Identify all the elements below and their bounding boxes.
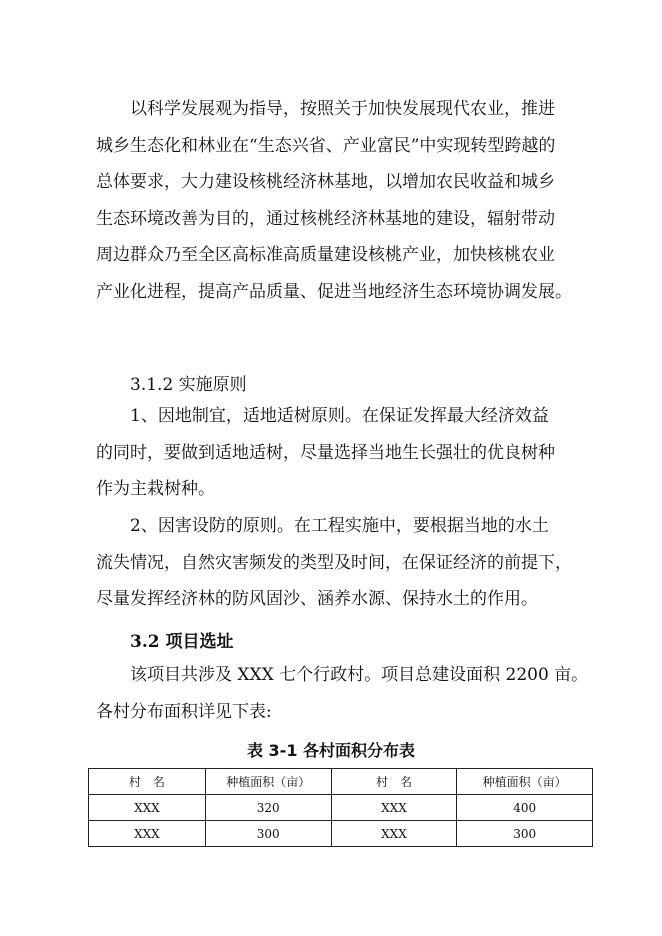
text-line: 以科学发展观为指导，按照关于加快发展现代农业，推进 [130, 99, 555, 119]
table-cell: XXX [331, 795, 457, 821]
table-cell: 400 [457, 795, 593, 821]
header-village-name: 村 名 [89, 769, 206, 795]
text-line: 各村分布面积详见下表: [96, 701, 272, 722]
text-line: 城乡生态化和林业在“生态兴省、产业富民”中实现转型跨越的 [96, 135, 556, 156]
table-cell: XXX [331, 821, 457, 847]
header-planting-area: 种植面积（亩） [205, 769, 331, 795]
text-line: 周边群众乃至全区高标准高质量建设核桃产业，加快核桃农业 [96, 245, 555, 266]
table-cell: 320 [205, 795, 331, 821]
text-line: 的同时，要做到适地适树，尽量选择当地生长强壮的优良树种 [96, 442, 555, 463]
header-village-name: 村 名 [331, 769, 457, 795]
table-cell: 300 [205, 821, 331, 847]
text-line: 1、因地制宜，适地适树原则。在保证发挥最大经济效益 [130, 406, 549, 426]
text-line: 产业化进程，提高产品质量、促进当地经济生态环境协调发展。 [96, 281, 572, 302]
table-row [89, 795, 593, 821]
table-header-row [89, 769, 593, 795]
principle-1-paragraph [96, 398, 594, 508]
text-line: 作为主栽树种。 [96, 479, 215, 500]
table-caption: 表 3-1 各村面积分布表 [246, 741, 416, 760]
principle-2-paragraph [96, 508, 594, 618]
site-selection-paragraph [96, 657, 594, 730]
table-cell: XXX [89, 795, 206, 821]
table-cell: 300 [457, 821, 593, 847]
intro-paragraph [96, 91, 594, 311]
village-area-table [88, 768, 593, 847]
text-line: 该项目共涉及 XXX 七个行政村。项目总建设面积 2200 亩。 [130, 665, 589, 685]
text-line: 2、因害设防的原则。在工程实施中，要根据当地的水土 [130, 516, 549, 536]
table-cell: XXX [89, 821, 206, 847]
text-line: 生态环境改善为目的，通过核桃经济林基地的建设，辐射带动 [96, 208, 555, 229]
text-line: 总体要求，大力建设核桃经济林基地，以增加农民收益和城乡 [96, 172, 555, 193]
section-heading-3-2: 3.2 项目选址 [130, 632, 234, 652]
table-row [89, 821, 593, 847]
text-line: 尽量发挥经济林的防风固沙、涵养水源、保持水土的作用。 [96, 589, 538, 610]
header-planting-area: 种植面积（亩） [457, 769, 593, 795]
section-heading-3-1-2: 3.1.2 实施原则 [130, 375, 247, 395]
text-line: 流失情况，自然灾害频发的类型及时间，在保证经济的前提下， [96, 552, 572, 573]
